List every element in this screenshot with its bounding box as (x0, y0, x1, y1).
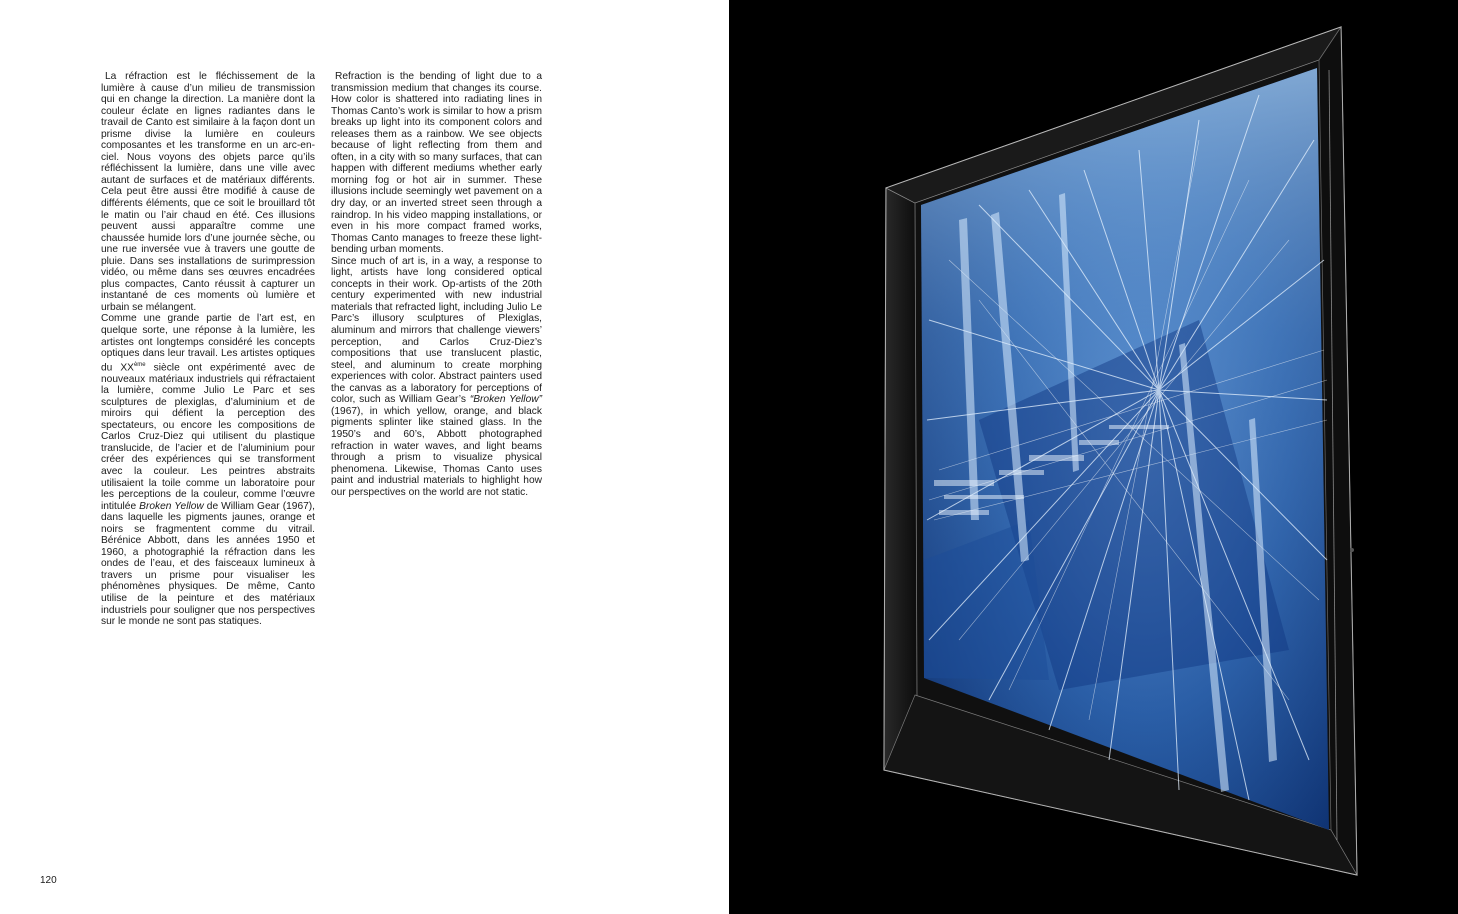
artwork-photo (729, 0, 1458, 914)
english-paragraph-2: Since much of art is, in a way, a response to light, artists have long considered optical concepts in their work. Op-artists of the 20th century experimented with new industrial materials that refracted light, including Julio Le Parc’s illusory sculptures of Plexiglas, aluminum and mirrors that challenge viewers’ perception, and Carlos Cruz-Diez’s compositions that use translucent plastic, steel, and aluminum to create morphing experiences with color. Abstract painters used the canvas as a laboratory for perceptions of color, such as William Gear’s “Broken Yellow” (1967), in which yellow, orange, and black pigments splinter like stained glass. In the 1950’s and 60’s, Abbott photographed refraction in water waves, and light beams through a prism to visualize physical phenomena. Likewise, Thomas Canto uses paint and industrial materials to highlight how our perspectives on the world are not static. (331, 255, 542, 498)
english-text-column (331, 71, 542, 498)
french-paragraph-1: La réfraction est le fléchissement de la lumière à cause d’un milieu de transmission qui en change la direction. La manière dont la couleur éclate en lignes radiantes dans le travail de Canto est similaire à la façon dont un prisme divise la lumière en couleurs composantes et les transforme en un arc-en-ciel. Nous voyons des objets parce qu’ils réfléchissent la lumière, dans une ville avec autant de surfaces et de matériaux différents. Cela peut être aussi être modifié à cause de différents éléments, que ce soit le brouillard tôt le matin ou l’air chaud en été. Ces illusions peuvent aussi apparaître comme une chaussée humide lors d’une journée sèche, ou une rue inversée vue à travers une goutte de pluie. Dans ses installations de surimpression vidéo, ou même dans ses œuvres encadrées plus compactes, Canto réussit à capturer un instantané de ces moments où lumière et urbain se mélangent. (101, 71, 315, 313)
right-page-photo (729, 0, 1458, 914)
french-text-column (101, 71, 315, 628)
english-paragraph-1: Refraction is the bending of light due to a transmission medium that changes its course. How color is shattered into radiating lines in Thomas Canto’s work is similar to how a prism breaks up light into its component colors and releases them as a rainbow. We see objects because of light reflecting from them and often, in a city with so many surfaces, that can happen with different mediums whether early morning fog or hot air in summer. These illusions include seemingly wet pavement on a dry day, or an inverted street seen through a raindrop. In his video mapping installations, or even in his more compact framed works, Thomas Canto manages to freeze these light-bending urban moments. (331, 71, 542, 256)
french-paragraph-2: Comme une grande partie de l’art est, en quelque sorte, une réponse à la lumière, les artistes ont longtemps considéré les concepts optiques dans leur travail. Les artistes optiques du XXème siècle ont expérimenté avec de nouveaux matériaux industriels qui réfractaient la lumière, comme Julio Le Parc et ses sculptures de plexiglas, d’aluminium et de miroirs qui défient la perception des spectateurs, ou encore les compositions de Carlos Cruz-Diez qui utilisent du plastique translucide, de l’acier et de l’aluminium pour créer des expériences qui se transforment avec la couleur. Les peintres abstraits utilisaient la toile comme un laboratoire pour les perceptions de la couleur, comme l’œuvre intitulée Broken Yellow de William Gear (1967), dans laquelle les pigments jaunes, orange et noirs se fragmentent comme du vitrail. Bérénice Abbott, dans les années 1950 et 1960, a photographié la réfraction dans les ondes de l’eau, et des faisceaux lumineux à travers un prisme pour visualiser les phénomènes physiques. De même, Canto utilise de la peinture et des matériaux industriels pour souligner que nos perspectives sur le monde ne sont pas statiques. (101, 313, 315, 628)
frame-left-side (884, 188, 917, 770)
page-number: 120 (40, 875, 57, 886)
